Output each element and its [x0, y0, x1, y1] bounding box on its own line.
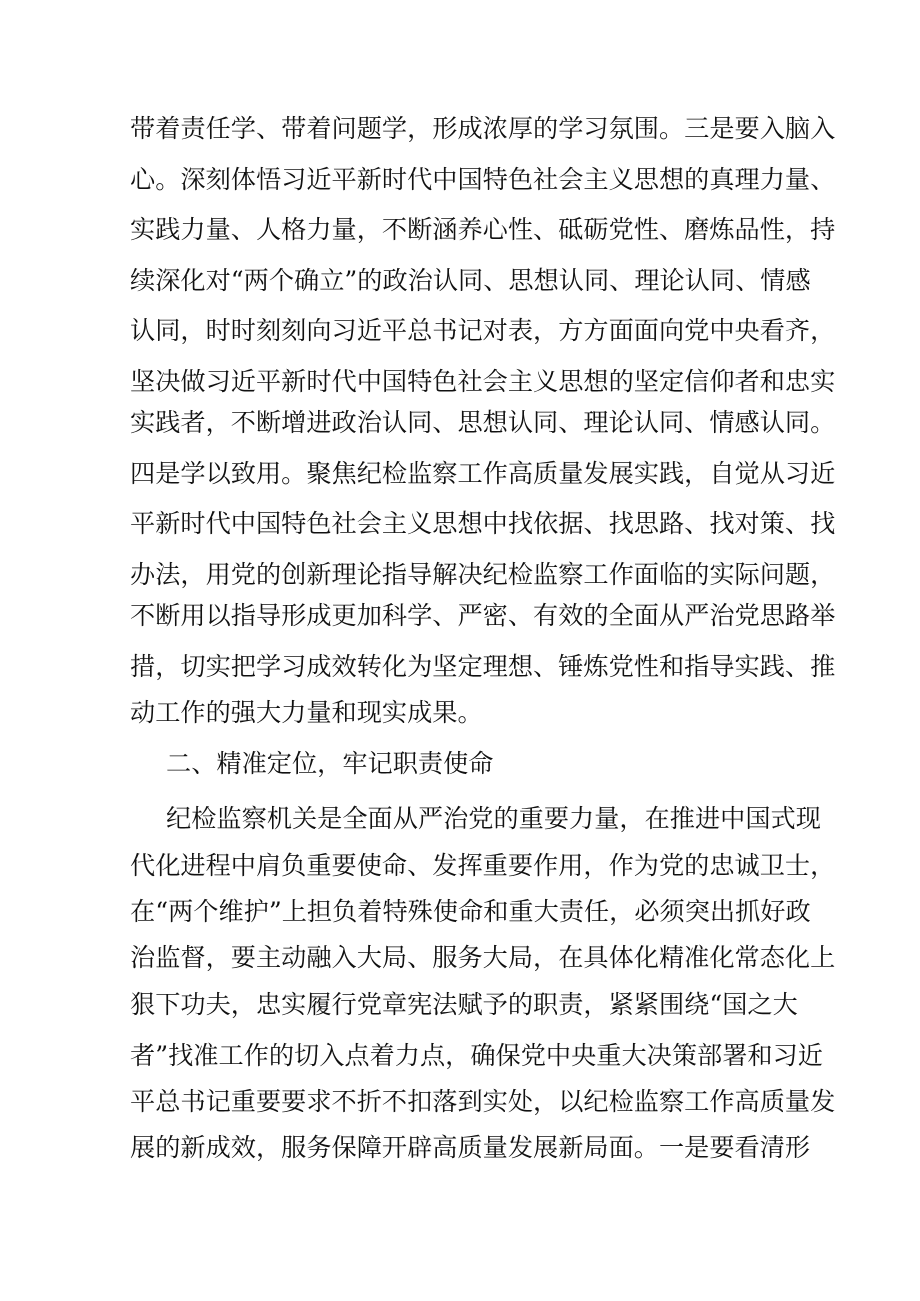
section-heading: 二、精准定位，牢记职责使命 [166, 749, 494, 778]
text-line: 平总书记重要要求不折不扣落到实处，以纪检监察工作高质量发 [130, 1087, 836, 1116]
text-line: 带着责任学、带着问题学，形成浓厚的学习氛围。三是要入脑入 [130, 114, 836, 143]
text-line: 治监督，要主动融入大局、服务大局，在具体化精准化常态化上 [130, 943, 836, 972]
text-line: 在“两个维护”上担负着特殊使命和重大责任，必须突出抓好政 [130, 897, 811, 926]
text-line: 心。深刻体悟习近平新时代中国特色社会主义思想的真理力量、 [130, 165, 836, 194]
text-line: 者”找准工作的切入点着力点，确保党中央重大决策部署和习近 [130, 1041, 823, 1070]
text-line: 续深化对“两个确立”的政治认同、思想认同、理论认同、情感 [130, 266, 811, 295]
text-line: 实践者，不断增进政治认同、思想认同、理论认同、情感认同。 [130, 408, 836, 437]
text-line: 代化进程中肩负重要使命、发挥重要作用，作为党的忠诚卫士， [130, 851, 836, 880]
text-line: 展的新成效，服务保障开辟高质量发展新局面。一是要看清形 [130, 1133, 811, 1162]
text-line: 办法，用党的创新理论指导解决纪检监察工作面临的实际问题， [130, 560, 836, 589]
text-line: 实践力量、人格力量，不断涵养心性、砥砺党性、磨炼品性，持 [130, 215, 836, 244]
text-line: 动工作的强大力量和现实成果。 [130, 698, 483, 727]
text-line: 狠下功夫，忠实履行党章宪法赋予的职责，紧紧围绕“国之大 [130, 990, 798, 1019]
text-line: 平新时代中国特色社会主义思想中找依据、找思路、找对策、找 [130, 509, 836, 538]
text-line: 认同，时时刻刻向习近平总书记对表，方方面面向党中央看齐， [130, 316, 836, 345]
text-line: 纪检监察机关是全面从严治党的重要力量，在推进中国式现 [166, 804, 821, 833]
text-line: 不断用以指导形成更加科学、严密、有效的全面从严治党思路举 [130, 601, 836, 630]
text-line: 四是学以致用。聚焦纪检监察工作高质量发展实践，自觉从习近 [130, 459, 836, 488]
text-line: 措，切实把学习成效转化为坚定理想、锤炼党性和指导实践、推 [130, 652, 836, 681]
text-line: 坚决做习近平新时代中国特色社会主义思想的坚定信仰者和忠实 [130, 367, 836, 396]
